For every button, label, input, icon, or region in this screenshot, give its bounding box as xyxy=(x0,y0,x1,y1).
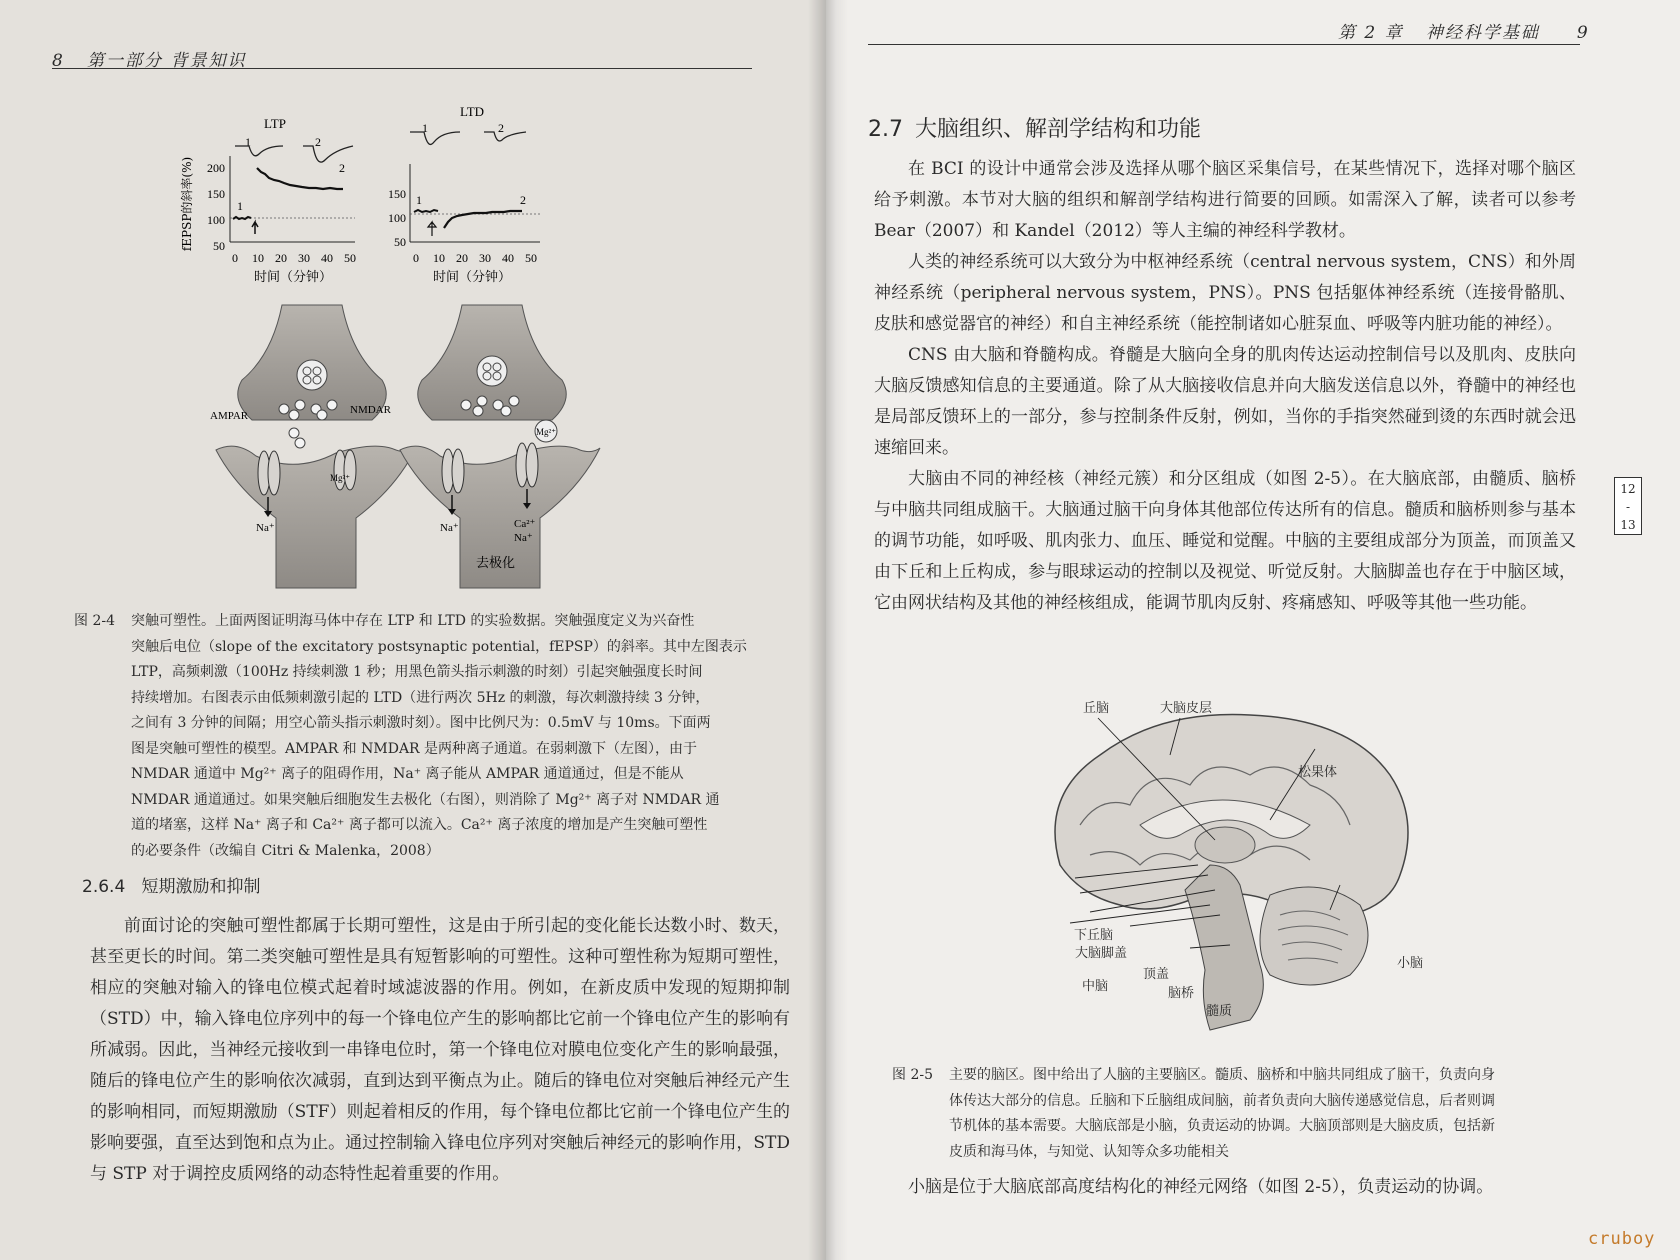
ltp-xtick: 50 xyxy=(344,251,356,265)
ltd-xtick: 50 xyxy=(525,251,537,265)
paragraph: 前面讨论的突触可塑性都属于长期可塑性，这是由于所引起的变化能长达数小时、数天，甚至更长的时间。第二类突触可塑性是具有短暂影响的可塑性。这种可塑性称为短期可塑性，相应的突触对输入的锋电位模式起着时域滤波器的作用。例如，在新皮质中发现的短期抑制（STD）中，输入锋电位序列中的每一个锋电位产生的影响都比它前一个锋电位产生的影响有所减弱。因此，当神经元接收到一串锋电位时，第一个锋电位对膜电位变化产生的影响最强，随后的锋电位产生的影响依次减弱，直到达到平衡点为止。随后的锋电位对突触后神经元产生的影响相同，而短期激励（STF）则起着相反的作用，每个锋电位都比它前一个锋电位产生的影响要强，直至达到饱和点为止。通过控制输入锋电位序列对突触后神经元的影响作用，STD 与 STP 对于调控皮质网络的动态特性起着重要的作用。 xyxy=(90,916,790,1184)
ltp-trace-2 xyxy=(303,146,353,162)
book-gutter xyxy=(808,0,848,1260)
caption-line: 体传达大部分的信息。丘脑和下丘脑组成间脑，前者负责向大脑传递感觉信息，后者则调 xyxy=(949,1092,1495,1109)
tab-bottom: 13 xyxy=(1620,518,1636,532)
right-page-number: 9 xyxy=(1576,23,1590,43)
ltp-chart xyxy=(175,112,380,302)
section-title: 短期激励和抑制 xyxy=(141,877,261,897)
label-tectum: 顶盖 xyxy=(1143,967,1170,982)
ltp-point-label-1: 1 xyxy=(237,199,243,213)
section-2-7-body xyxy=(874,154,1576,619)
tab-mid: - xyxy=(1625,500,1631,514)
ltp-trace-label-1: 1 xyxy=(245,135,251,149)
na-label-right: Na⁺ xyxy=(440,522,459,534)
ltd-stimulus-arrow xyxy=(428,222,436,236)
caption-line: 皮质和海马体，与知觉、认知等众多功能相关 xyxy=(949,1143,1229,1160)
ltp-ylabel: fEPSP的斜率(%) xyxy=(180,156,194,252)
ltp-ytick: 200 xyxy=(207,161,225,175)
paragraph: 在 BCI 的设计中通常会涉及选择从哪个脑区采集信号，在某些情况下，选择对哪个脑区给予刺激。本节对大脑的组织和解剖学结构进行简要的回顾。如需深入了解，读者可以参考 Bear（2007）和 Kandel（2012）等人主编的神经科学教材。 xyxy=(874,159,1576,241)
label-thalamus: 丘脑 xyxy=(1083,701,1110,716)
ltd-trace-label-2: 2 xyxy=(498,121,504,135)
chapter-label: 第 2 章 xyxy=(1338,23,1404,43)
caption-line: NMDAR 通道中 Mg²⁺ 离子的阻碍作用，Na⁺ 离子能从 AMPAR 通道通过，但是不能从 xyxy=(131,766,684,782)
mg-label-left: Mg²⁺ xyxy=(330,473,350,483)
caption-line: 突触后电位（slope of the excitatory postsynaptic potential，fEPSP）的斜率。其中左图表示 xyxy=(131,638,747,655)
page-range-tab xyxy=(1614,477,1642,535)
caption-line: 主要的脑区。图中给出了人脑的主要脑区。髓质、脑桥和中脑共同组成了脑干，负责向身 xyxy=(949,1067,1495,1083)
ltd-point-label-2: 2 xyxy=(520,193,526,207)
ltd-xtick: 0 xyxy=(413,251,419,265)
caption-line: 道的堵塞，这样 Na⁺ 离子和 Ca²⁺ 离子都可以流入。Ca²⁺ 离子浓度的增加是产生突触可塑性 xyxy=(131,817,708,833)
ltp-xtick: 20 xyxy=(275,251,287,265)
left-header-rule xyxy=(52,68,752,69)
caption-line: 持续增加。右图表示由低频刺激引起的 LTD（进行两次 5Hz 的刺激，每次刺激持续 3 分钟， xyxy=(131,689,710,706)
ltp-potentiated-points xyxy=(257,168,343,189)
postsynaptic-terminal-left xyxy=(216,446,416,588)
ltp-stimulus-arrow xyxy=(252,222,258,234)
paragraph: 小脑是位于大脑底部高度结构化的神经元网络（如图 2-5），负责运动的协调。 xyxy=(908,1177,1494,1197)
closing-paragraph xyxy=(874,1172,1576,1203)
figure-2-4-caption xyxy=(74,609,780,864)
label-pineal: 松果体 xyxy=(1298,765,1338,780)
caption-line: NMDAR 通道通过。如果突触后细胞发生去极化（右图），则消除了 Mg²⁺ 离子对 NMDAR 通 xyxy=(131,791,720,808)
ltd-depressed-points xyxy=(444,211,522,228)
caption-line: 的必要条件（改编自 Citri & Malenka，2008） xyxy=(131,842,440,859)
ltd-chart xyxy=(380,104,560,294)
ltp-title: LTP xyxy=(264,116,286,131)
synapse-diagram xyxy=(210,305,602,590)
ltd-trace-2 xyxy=(484,132,526,141)
depolarize-label: 去极化 xyxy=(476,556,516,571)
caption-line: 之间有 3 分钟的间隔；用空心箭头指示刺激时刻）。图中比例尺为：0.5mV 与 10ms。下面两 xyxy=(131,715,711,731)
ltd-xtick: 10 xyxy=(433,251,445,265)
ltp-xlabel: 时间（分钟） xyxy=(253,269,333,284)
figure-2-5-caption xyxy=(892,1063,1582,1165)
figure-2-5-label: 图 2-5 xyxy=(892,1067,933,1083)
right-header-rule xyxy=(868,44,1580,45)
ltd-xtick: 40 xyxy=(502,251,514,265)
ltp-trace-1 xyxy=(235,146,283,156)
ca-label-right: Ca²⁺ xyxy=(514,518,536,530)
paragraph: 人类的神经系统可以大致分为中枢神经系统（central nervous system，CNS）和外周神经系统（peripheral nervous system，PNS）。PNS 包括躯体神经系统（连接骨骼肌、皮肤和感觉器官的神经）和自主神经系统（能控制诸如心脏泵血、呼吸等内脏功能的神经）。 xyxy=(874,252,1576,334)
ltd-title: LTD xyxy=(459,104,485,119)
caption-line: 节机体的基本需要。大脑底部是小脑，负责运动的协调。大脑顶部则是大脑皮质，包括新 xyxy=(949,1118,1495,1134)
right-running-head xyxy=(1338,18,1590,43)
na-label-left: Na⁺ xyxy=(256,522,275,534)
label-tegmentum: 大脑脚盖 xyxy=(1075,946,1128,961)
section-number: 2.6.4 xyxy=(82,877,126,897)
label-midbrain: 中脑 xyxy=(1082,979,1109,994)
ltd-xtick: 30 xyxy=(479,251,491,265)
ltp-xtick: 0 xyxy=(232,251,238,265)
right-header-title: 神经科学基础 xyxy=(1425,23,1540,43)
ltp-ytick: 100 xyxy=(207,213,225,227)
cerebellum-shape xyxy=(1260,887,1368,985)
caption-line: 图是突触可塑性的模型。AMPAR 和 NMDAR 是两种离子通道。在弱刺激下（左图），由于 xyxy=(131,740,698,757)
left-page-number: 8 xyxy=(52,51,65,71)
ltd-xlabel: 时间（分钟） xyxy=(432,269,512,284)
section-2-6-4-body xyxy=(90,911,790,1190)
label-cortex: 大脑皮层 xyxy=(1160,701,1213,716)
ltp-baseline-points xyxy=(233,217,251,219)
ltp-xtick: 10 xyxy=(252,251,264,265)
ltd-ytick: 100 xyxy=(388,211,406,225)
ltd-baseline-points xyxy=(414,210,438,212)
ltd-ytick: 150 xyxy=(388,187,406,201)
mg-label-right: Mg²⁺ xyxy=(536,427,556,437)
ltp-xtick: 40 xyxy=(321,251,333,265)
section-2-6-4-heading xyxy=(82,872,260,897)
label-pons: 脑桥 xyxy=(1168,986,1195,1001)
ltp-point-label-2: 2 xyxy=(339,161,345,175)
ltd-trace-label-1: 1 xyxy=(422,121,428,135)
section-2-7-heading xyxy=(868,112,1201,143)
ampar-label: AMPAR xyxy=(210,410,249,422)
section-number: 2.7 xyxy=(868,117,903,142)
ltd-point-label-1: 1 xyxy=(416,193,422,207)
ltd-xtick: 20 xyxy=(456,251,468,265)
ltp-ytick: 50 xyxy=(213,239,225,253)
tab-top: 12 xyxy=(1620,482,1636,496)
ltp-xtick: 30 xyxy=(298,251,310,265)
label-medulla: 髓质 xyxy=(1206,1004,1233,1019)
label-cerebellum: 小脑 xyxy=(1397,956,1424,971)
section-title: 大脑组织、解剖学结构和功能 xyxy=(915,117,1202,142)
na-label-right-2: Na⁺ xyxy=(514,532,533,544)
ltp-ytick: 150 xyxy=(207,187,225,201)
thalamus-shape xyxy=(1195,827,1255,863)
caption-line: 突触可塑性。上面两图证明海马体中存在 LTP 和 LTD 的实验数据。突触强度定义为兴奋性 xyxy=(131,613,695,629)
figure-2-4-label: 图 2-4 xyxy=(74,613,115,629)
label-inferior-colliculus: 下丘脑 xyxy=(1074,928,1114,943)
left-header-title: 第一部分 背景知识 xyxy=(87,51,247,71)
watermark: cruboy xyxy=(1588,1229,1656,1249)
caption-line: LTP，高频刺激（100Hz 持续刺激 1 秒；用黑色箭头指示刺激的时刻）引起突触强度长时间 xyxy=(131,664,703,680)
ltp-trace-label-2: 2 xyxy=(315,135,321,149)
paragraph: CNS 由大脑和脊髓构成。脊髓是大脑向全身的肌肉传达运动控制信号以及肌肉、皮肤向大脑反馈感知信息的主要通道。除了从大脑接收信息并向大脑发送信息以外，脊髓中的神经也是局部反馈环上的一部分，参与控制条件反射，例如，当你的手指突然碰到烫的东西时就会迅速缩回来。 xyxy=(874,345,1576,458)
nmdar-label: NMDAR xyxy=(350,404,391,416)
paragraph: 大脑由不同的神经核（神经元簇）和分区组成（如图 2-5）。在大脑底部，由髓质、脑桥与中脑共同组成脑干。大脑通过脑干向身体其他部位传达所有的信息。髓质和脑桥则参与基本的调节功能，如呼吸、肌肉张力、血压、睡觉和觉醒。中脑的主要组成部分为顶盖，而顶盖又由下丘和上丘构成，参与眼球运动的控制以及视觉、听觉反射。大脑脚盖也存在于中脑区域，它由网状结构及其他的神经核组成，能调节肌肉反射、疼痛感知、呼吸等其他一些功能。 xyxy=(874,469,1576,613)
ltd-trace-1 xyxy=(410,132,460,144)
ltd-ytick: 50 xyxy=(394,235,406,249)
